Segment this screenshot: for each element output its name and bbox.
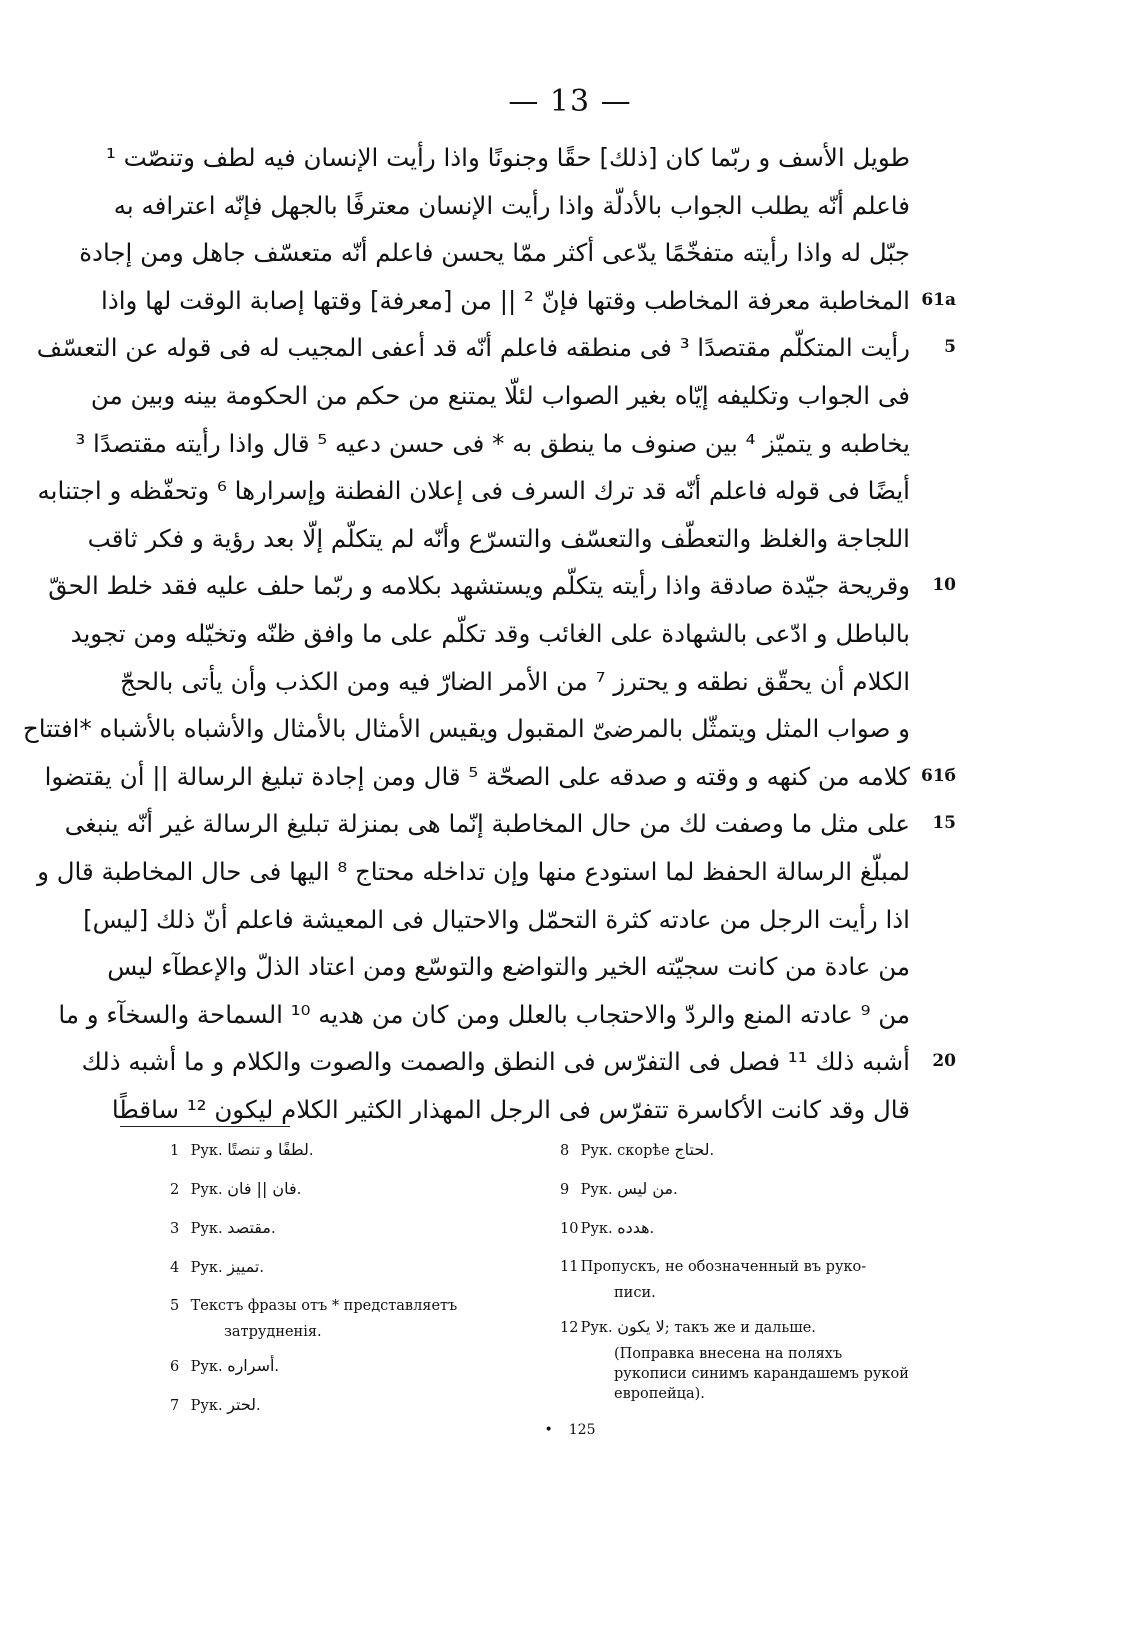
footnotes-right	[560, 1140, 910, 1418]
arabic-line-text: من ⁹ عادته المنع والردّ والاحتجاب بالعلل ومن كان من هديه ¹⁰ السماحة والسخآء و ما	[58, 999, 910, 1029]
arabic-line-text: اذا رأيت الرجل من عادته كثرة التحمّل والاحتيال فى المعيشة فاعلم أنّ ذلك [ليس]	[83, 904, 910, 934]
footnote	[560, 1218, 910, 1239]
text-line	[113, 182, 910, 230]
footnote	[170, 1257, 530, 1278]
footnote-prefix: Текстъ фразы отъ * представляетъ	[190, 1298, 458, 1314]
margin-number: 61a	[921, 289, 956, 310]
footnote	[560, 1257, 910, 1277]
arabic-line-text: أيضًا فى قوله فاعلم أنّه قد ترك السرف فى إعلان الفطنة وإسرارها ⁶ وتحفّظه و اجتنابه	[37, 476, 910, 506]
text-line	[81, 1038, 956, 1086]
signature-dot: •	[544, 1422, 553, 1438]
footnote-prefix: Рук.	[580, 1320, 613, 1336]
footnote-number: 5	[170, 1298, 180, 1314]
footnote-prefix: Пропускъ, не обозначенный въ руко-	[580, 1259, 867, 1275]
footnote	[170, 1356, 530, 1377]
footnote-number: 10	[560, 1221, 579, 1237]
arabic-line-text: اللجاجة والغلظ والتعطّف والتعسّف والتسرّع وأنّه لم يتكلّم إلّا بعد رؤية و فكر ثاقب	[87, 523, 910, 553]
footnote-prefix: Рук.	[190, 1398, 223, 1414]
text-line	[37, 467, 910, 515]
footnote-number: 6	[170, 1359, 180, 1375]
footnote	[170, 1179, 530, 1200]
footnote-prefix: Рук.	[190, 1221, 223, 1237]
footnote-suffix: .	[296, 1182, 302, 1198]
arabic-line-text: بالباطل و ادّعى بالشهادة على الغائب وقد تكلّم على ما وافق ظنّه وتخيّله ومن تجويد	[70, 618, 910, 648]
signature-number: 125	[568, 1422, 596, 1438]
margin-number: 10	[932, 575, 956, 596]
text-line	[58, 991, 910, 1039]
footnote-suffix: .	[308, 1143, 314, 1159]
arabic-line-text: الكلام أن يحقّق نطقه و يحترز ⁷ من الأمر الضارّ فيه ومن الكذب وأن يأتى بالحجّ	[120, 666, 911, 696]
footnote-number: 2	[170, 1182, 180, 1198]
footnote-prefix: Рук.	[190, 1182, 223, 1198]
arabic-line-text: و صواب المثل ويتمثّل بالمرضىّ المقبول ويقيس الأمثال بالأمثال والأشباه بالأشباه *افتتاح	[22, 714, 910, 744]
footnote-prefix: Рук.	[190, 1260, 223, 1276]
footnote-prefix: Рук.	[190, 1359, 223, 1375]
text-line	[22, 705, 910, 753]
page-number: — 13 —	[508, 84, 632, 119]
margin-number: 15	[932, 813, 956, 834]
footnote-arabic: فان || فان	[227, 1179, 297, 1198]
footnote-continuation: писи.	[614, 1285, 656, 1301]
footnote-arabic: هدده	[617, 1218, 650, 1237]
footnote-continuation: (Поправка внесена на поляхъ рукописи синимъ карандашемъ рукой европейца).	[614, 1346, 909, 1402]
margin-number: 5	[944, 337, 956, 358]
footnote-number: 11	[560, 1259, 579, 1275]
footnote	[170, 1395, 530, 1416]
footnote-arabic: لطفًا و تنصتًا	[227, 1140, 309, 1159]
arabic-line-text: يخاطبه و يتميّز ⁴ بين صنوف ما ينطق به * فى حسن دعيه ⁵ قال واذا رأيته مقتصدًا ³	[75, 428, 910, 458]
footnote-suffix: .	[270, 1221, 276, 1237]
footnote	[170, 1140, 530, 1161]
footnote-suffix: .	[259, 1260, 264, 1276]
arabic-line-text: رأيت المتكلّم مقتصدًا ³ فى منطقه فاعلم أنّه قد أعفى المجيب له فى قوله عن التعسّف	[36, 333, 910, 363]
footnote-prefix: Рук.	[190, 1143, 223, 1159]
footnote-prefix: Рук. скорѣе	[580, 1143, 670, 1159]
footnote-prefix: Рук.	[580, 1182, 613, 1198]
arabic-line-text: فاعلم أنّه يطلب الجواب بالأدلّة واذا رأيت الإنسان معترفًا بالجهل فإنّه اعترافه به	[113, 190, 910, 220]
arabic-line-text: على مثل ما وصفت لك من حال المخاطبة إنّما هى بمنزلة تبليغ الرسالة غير أنّه ينبغى	[64, 809, 910, 839]
arabic-line-text: فى الجواب وتكليفه إيّاه بغير الصواب لئلّا يمتنع من حكم من الحكومة بينه وبين من	[90, 380, 910, 410]
arabic-line-text: كلامه من كنهه و وقته و صدقه على الصحّة ⁵ قال ومن إجادة تبليغ الرسالة || أن يقتضوا	[44, 761, 910, 791]
text-line	[64, 800, 956, 848]
text-line	[101, 277, 956, 325]
footnote-number: 8	[560, 1143, 570, 1159]
footnote-arabic: لحتاج	[674, 1140, 710, 1159]
text-line	[48, 562, 956, 610]
footnote-suffix: .	[256, 1398, 261, 1414]
footnote	[560, 1179, 910, 1200]
footnote-arabic: من ليس	[617, 1179, 674, 1198]
text-line	[44, 753, 956, 801]
arabic-line-text: وقريحة جيّدة صادقة واذا رأيته يتكلّم ويستشهد بكلامه و ربّما حلف عليه فقد خلط الحقّ	[48, 571, 910, 601]
margin-number: 61б	[921, 765, 956, 786]
footnote	[170, 1218, 530, 1239]
footnote-continuation: затрудненія.	[224, 1324, 322, 1340]
footnote-number: 4	[170, 1260, 180, 1276]
text-line	[105, 134, 910, 182]
footnote-prefix: Рук.	[580, 1221, 613, 1237]
footnote-suffix: .	[709, 1143, 715, 1159]
footnote-number: 12	[560, 1320, 579, 1336]
footnote-arabic: لحتر	[227, 1395, 257, 1414]
arabic-line-text: جبّل له واذا رأيته متفخّمًا يدّعى أكثر ممّا يحسن فاعلم أنّه متعسّف جاهل ومن إجادة	[79, 238, 910, 268]
footnote-number: 3	[170, 1221, 180, 1237]
footnote	[560, 1317, 910, 1338]
footnote-suffix: ; такъ же и дальше.	[664, 1320, 816, 1336]
text-line	[37, 848, 910, 896]
footnote	[560, 1140, 910, 1161]
footnote-arabic: لا يكون	[617, 1317, 665, 1336]
arabic-line-text: طويل الأسف و ربّما كان [ذلك] حقًا وجنونًا واذا رأيت الإنسان فيه لطف وتنصّت ¹	[105, 143, 910, 172]
footnote-number: 9	[560, 1182, 570, 1198]
footnote-suffix: .	[274, 1359, 280, 1375]
text-line	[107, 943, 910, 991]
text-line	[79, 229, 910, 277]
footnote	[170, 1296, 530, 1316]
text-line	[83, 896, 910, 944]
footnote-arabic: مقتصد	[227, 1218, 271, 1237]
footnote-divider	[120, 1126, 290, 1127]
arabic-line-text: أشبه ذلك ¹¹ فصل فى التفرّس فى النطق والصمت والصوت والكلام و ما أشبه ذلك	[81, 1047, 910, 1077]
margin-number: 20	[932, 1051, 956, 1072]
footnote-suffix: .	[673, 1182, 678, 1198]
main-text	[22, 134, 956, 1133]
footnote-suffix: .	[649, 1221, 655, 1237]
footnote-number: 1	[170, 1143, 180, 1159]
text-line	[90, 372, 910, 420]
footnotes-left	[170, 1140, 530, 1434]
text-line	[75, 420, 910, 468]
text-line	[36, 324, 956, 372]
arabic-line-text: قال وقد كانت الأكاسرة تتفرّس فى الرجل المهذار الكثير الكلام ليكون ¹² ساقطًا	[111, 1094, 910, 1124]
arabic-line-text: المخاطبة معرفة المخاطب وقتها فإنّ ² || من [معرفة] وقتها إصابة الوقت لها واذا	[101, 285, 910, 315]
arabic-line-text: لمبلّغ الرسالة الحفظ لما استودع منها وإن تداخله محتاج ⁸ اليها فى حال المخاطبة قال و	[37, 856, 910, 886]
text-line	[120, 658, 910, 706]
text-line	[70, 610, 910, 658]
sheet-signature	[0, 1422, 1140, 1438]
footnote-arabic: أسراره	[227, 1356, 275, 1375]
text-line	[87, 515, 910, 563]
footnote-arabic: تمييز	[227, 1257, 260, 1276]
footnote-number: 7	[170, 1398, 180, 1414]
arabic-line-text: من عادة من كانت سجيّته الخير والتواضع والتوسّع ومن اعتاد الذلّ والإعطآء ليس	[107, 952, 910, 982]
